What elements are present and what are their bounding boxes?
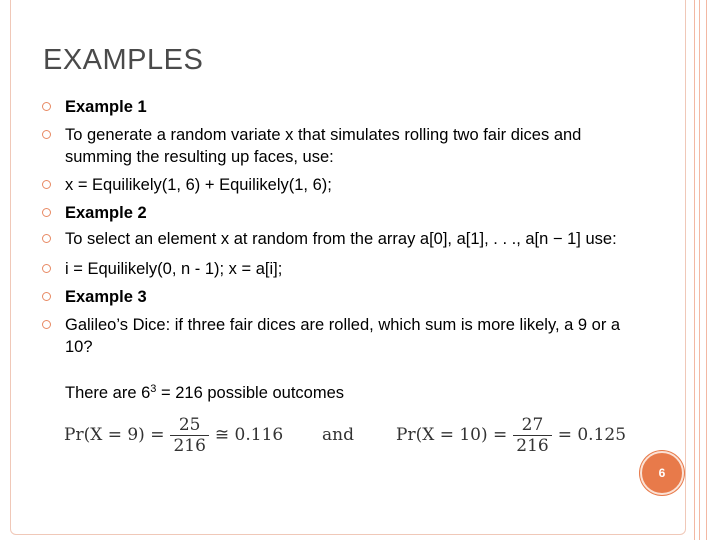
fraction-denominator: 216 bbox=[170, 435, 208, 456]
formula-result: ≅ 0.116 bbox=[214, 425, 284, 445]
bullet-circle-icon bbox=[42, 264, 51, 273]
fraction-numerator: 25 bbox=[178, 414, 201, 435]
page-number-badge: 6 bbox=[640, 451, 684, 495]
bullet-text: To generate a random variate x that simulates rolling two fair dices and summing the resulting up faces, use: bbox=[65, 126, 582, 166]
bullet-circle-icon bbox=[42, 102, 51, 111]
fraction bbox=[170, 415, 208, 456]
outcomes-text-base: There are 6 bbox=[65, 384, 151, 402]
formula-right bbox=[396, 410, 626, 460]
bullet-item bbox=[42, 174, 622, 196]
bullet-circle-icon bbox=[42, 320, 51, 329]
fraction-denominator: 216 bbox=[513, 435, 551, 456]
bullet-item bbox=[42, 258, 622, 280]
bullet-item bbox=[42, 286, 622, 308]
bullet-text: To select an element x at random from the array a[0], a[1], . . ., a[n − 1] use: bbox=[65, 230, 617, 248]
example-heading: Example 3 bbox=[65, 288, 147, 306]
bullet-item bbox=[42, 228, 622, 250]
bullet-text: Galileo’s Dice: if three fair dices are rolled, which sum is more likely, a 9 or a 10? bbox=[65, 316, 621, 356]
bullet-item bbox=[42, 96, 622, 118]
bullet-item bbox=[42, 124, 622, 168]
bullet-circle-icon bbox=[42, 234, 51, 243]
bullet-text: i = Equilikely(0, n - 1); x = a[i]; bbox=[65, 260, 283, 278]
probability-formula bbox=[64, 410, 634, 460]
bullet-text: x = Equilikely(1, 6) + Equilikely(1, 6); bbox=[65, 176, 332, 194]
decorative-rule bbox=[694, 0, 695, 540]
outcomes-text bbox=[65, 382, 344, 404]
exponent: 3 bbox=[150, 383, 157, 395]
formula-left bbox=[64, 410, 283, 460]
bullet-circle-icon bbox=[42, 130, 51, 139]
slide-title: EXAMPLES bbox=[43, 44, 204, 76]
formula-lhs: Pr(X = 10) = bbox=[396, 425, 508, 445]
bullet-circle-icon bbox=[42, 292, 51, 301]
fraction-numerator: 27 bbox=[521, 414, 544, 435]
bullet-circle-icon bbox=[42, 208, 51, 217]
bullet-list bbox=[42, 96, 622, 358]
outcomes-text-rest: = 216 possible outcomes bbox=[156, 384, 344, 402]
formula-conjunction bbox=[322, 410, 354, 460]
decorative-rule bbox=[706, 0, 707, 540]
decorative-rule bbox=[699, 0, 700, 540]
bullet-item bbox=[42, 314, 622, 358]
fraction bbox=[513, 415, 551, 456]
formula-result: = 0.125 bbox=[557, 425, 627, 445]
formula-lhs: Pr(X = 9) = bbox=[64, 425, 165, 445]
example-heading: Example 2 bbox=[65, 204, 147, 222]
bullet-item bbox=[42, 202, 622, 224]
conjunction-text: and bbox=[322, 425, 354, 445]
bullet-circle-icon bbox=[42, 180, 51, 189]
example-heading: Example 1 bbox=[65, 98, 147, 116]
